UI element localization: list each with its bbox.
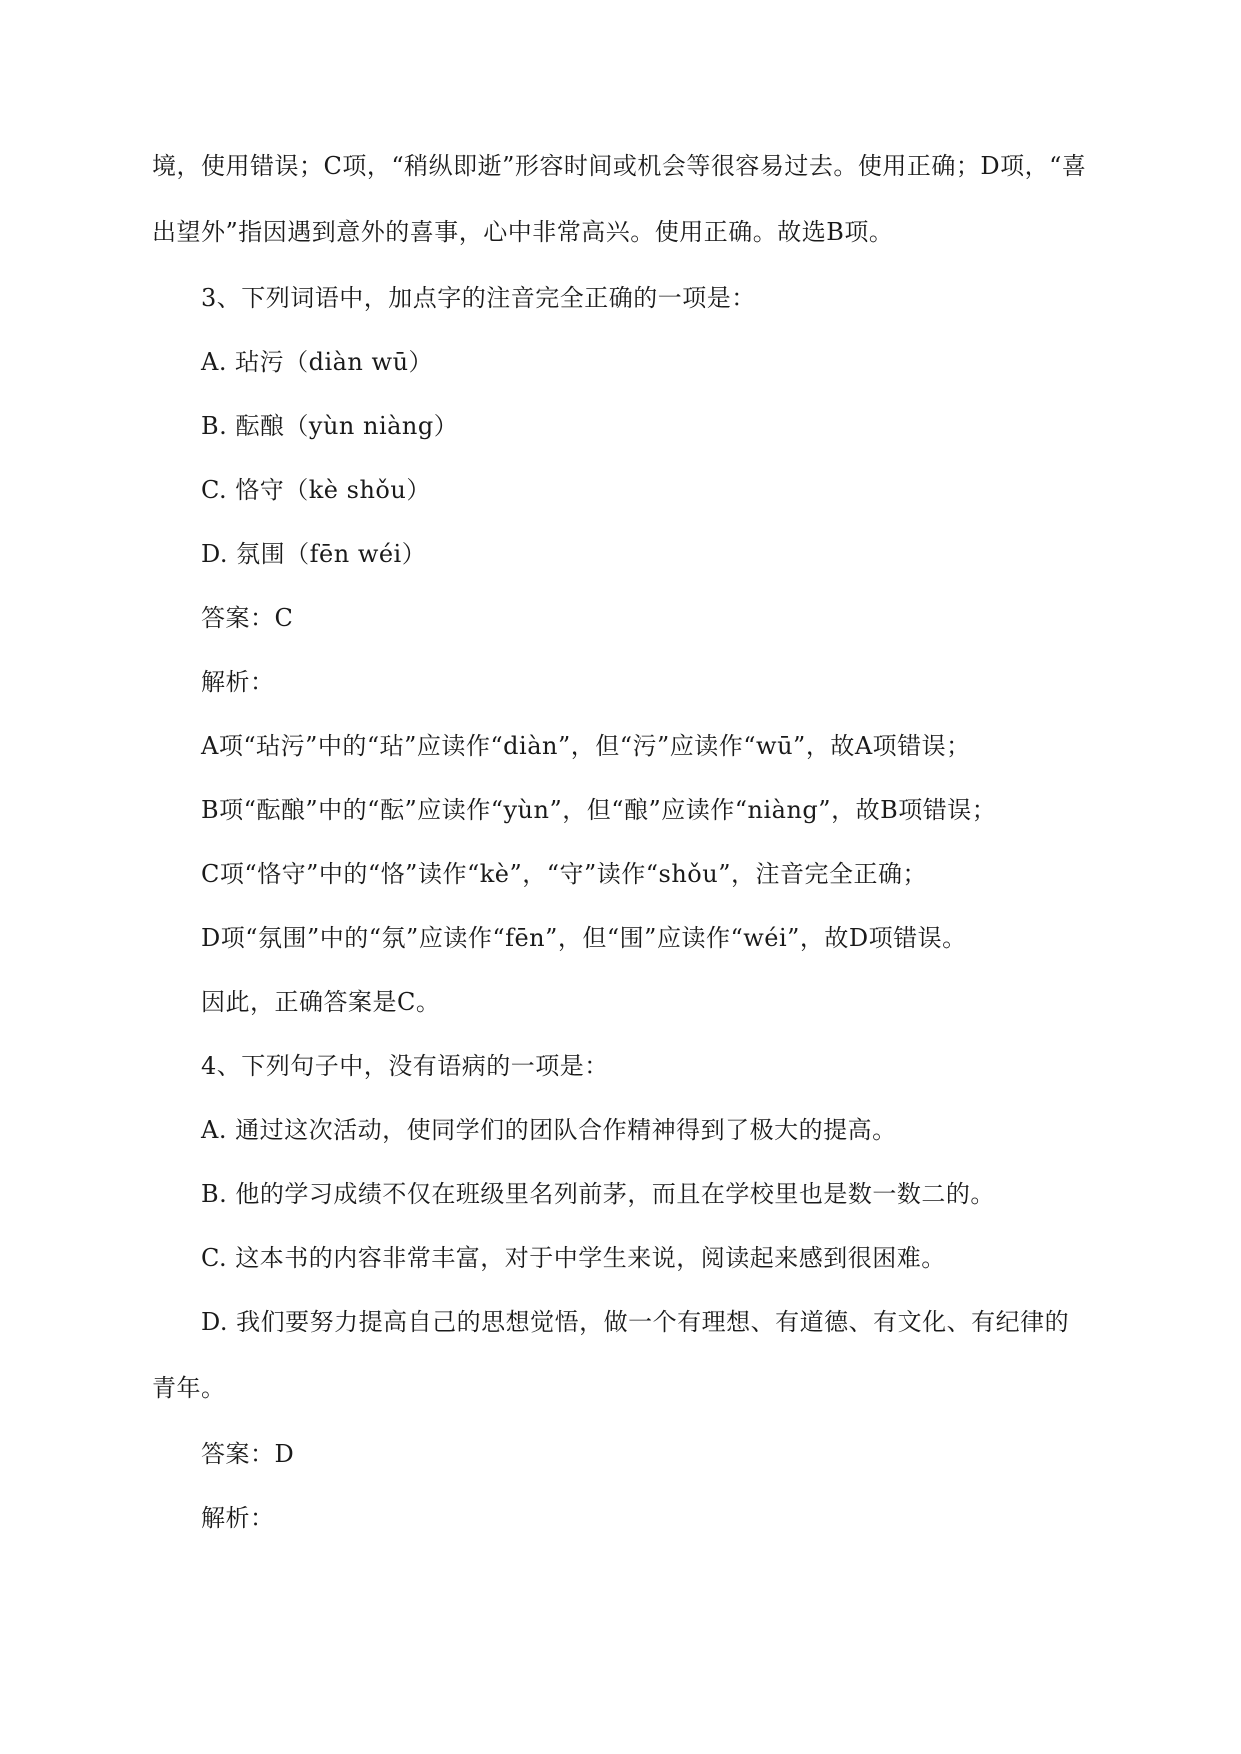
question-3-analysis-label: 解析：: [201, 668, 275, 696]
question-4-option-c: C. 这本书的内容非常丰富，对于中学生来说，阅读起来感到很困难。: [201, 1244, 946, 1272]
analysis-line: C项“恪守”中的“恪”读作“kè”，“守”读作“shǒu”，注音完全正确；: [201, 860, 927, 888]
analysis-conclusion: 因此，正确答案是C。: [201, 988, 441, 1016]
analysis-line: D项“氛围”中的“氛”应读作“fēn”，但“围”应读作“wéi”，故D项错误。: [201, 924, 967, 952]
question-4-option-b: B. 他的学习成绩不仅在班级里名列前茅，而且在学校里也是数一数二的。: [201, 1180, 995, 1208]
question-3-stem: 3、下列词语中，加点字的注音完全正确的一项是：: [201, 284, 756, 312]
question-4-analysis-label: 解析：: [201, 1504, 275, 1532]
question-3-option-d: D. 氛围（fēn wéi）: [201, 540, 427, 568]
paragraph-line: 出望外”指因遇到意外的喜事，心中非常高兴。使用正确。故选B项。: [152, 218, 894, 246]
question-4-option-a: A. 通过这次活动，使同学们的团队合作精神得到了极大的提高。: [201, 1116, 897, 1144]
question-4-option-d-continued: 青年。: [152, 1374, 226, 1402]
question-4-option-d: D. 我们要努力提高自己的思想觉悟，做一个有理想、有道德、有文化、有纪律的: [201, 1308, 1070, 1336]
question-4-answer: 答案：D: [201, 1440, 295, 1468]
question-4-stem: 4、下列句子中，没有语病的一项是：: [201, 1052, 609, 1080]
question-3-option-c: C. 恪守（kè shǒu）: [201, 476, 431, 504]
analysis-line: B项“酝酿”中的“酝”应读作“yùn”，但“酿”应读作“niàng”，故B项错误；: [201, 796, 997, 824]
analysis-line: A项“玷污”中的“玷”应读作“diàn”，但“污”应读作“wū”，故A项错误；: [201, 732, 971, 760]
question-3-option-b: B. 酝酿（yùn niàng）: [201, 412, 459, 440]
paragraph-line: 境，使用错误；C项，“稍纵即逝”形容时间或机会等很容易过去。使用正确；D项，“喜: [152, 152, 1087, 180]
question-3-answer: 答案：C: [201, 604, 294, 632]
question-3-option-a: A. 玷污（diàn wū）: [201, 348, 434, 376]
